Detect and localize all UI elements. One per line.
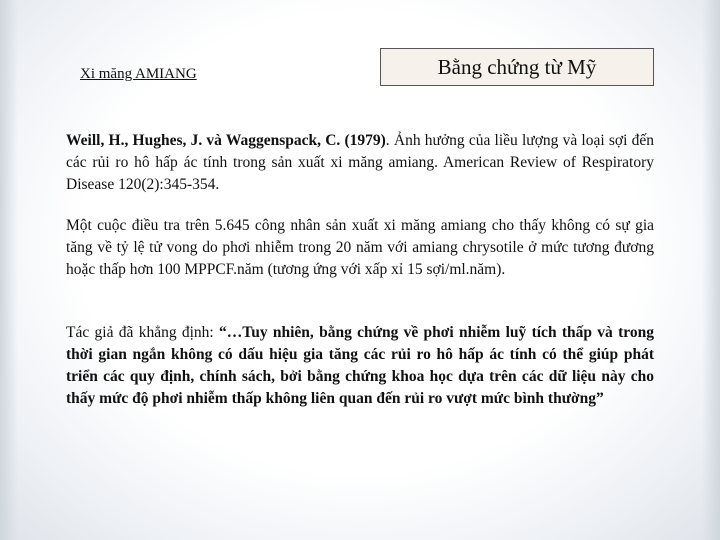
- slide-edge-right: [702, 0, 720, 540]
- author-statement-intro: Tác giả đã khẳng định:: [66, 324, 220, 341]
- citation-paragraph: [66, 130, 654, 196]
- study-summary-paragraph: Một cuộc điều tra trên 5.645 công nhân sản xuất xi măng amiang cho thấy không có sự gia tăng về tỷ lệ tử vong do phơi nhiễm trong 20 năm với amiang chrysotile ở mức tương đương hoặc thấp hơn 100 MPPCF.năm (tương ứng với xấp xỉ 15 sợi/ml.năm).: [66, 217, 654, 278]
- slide-title: Bằng chứng từ Mỹ: [437, 54, 597, 79]
- citation-article-title: . Ảnh hưởng của liều lượng và loại sợi đến các rủi ro hô hấp ác tính trong sản xuất xi măng amiang.: [66, 132, 654, 171]
- author-statement-paragraph: [66, 322, 654, 410]
- citation-authors: Weill, H., Hughes, J. và Waggenspack, C. (1979): [66, 132, 386, 149]
- topic-label: Xi măng AMIANG: [80, 66, 197, 82]
- citation-journal: American Review of Respiratory Disease 120(2):345-354.: [66, 154, 655, 193]
- author-statement-quote: “…Tuy nhiên, bằng chứng về phơi nhiễm luỹ tích thấp và trong thời gian ngắn không có dấu hiệu gia tăng các rủi ro hô hấp ác tính có thể giúp phát triển các quy định, chính sách, bởi bằng chứng khoa học dựa trên các dữ liệu này cho thấy mức độ phơi nhiễm thấp không liên quan đến rủi ro vượt mức bình thường”: [66, 324, 654, 407]
- slide-edge-left: [0, 0, 18, 540]
- title-box: [380, 48, 654, 86]
